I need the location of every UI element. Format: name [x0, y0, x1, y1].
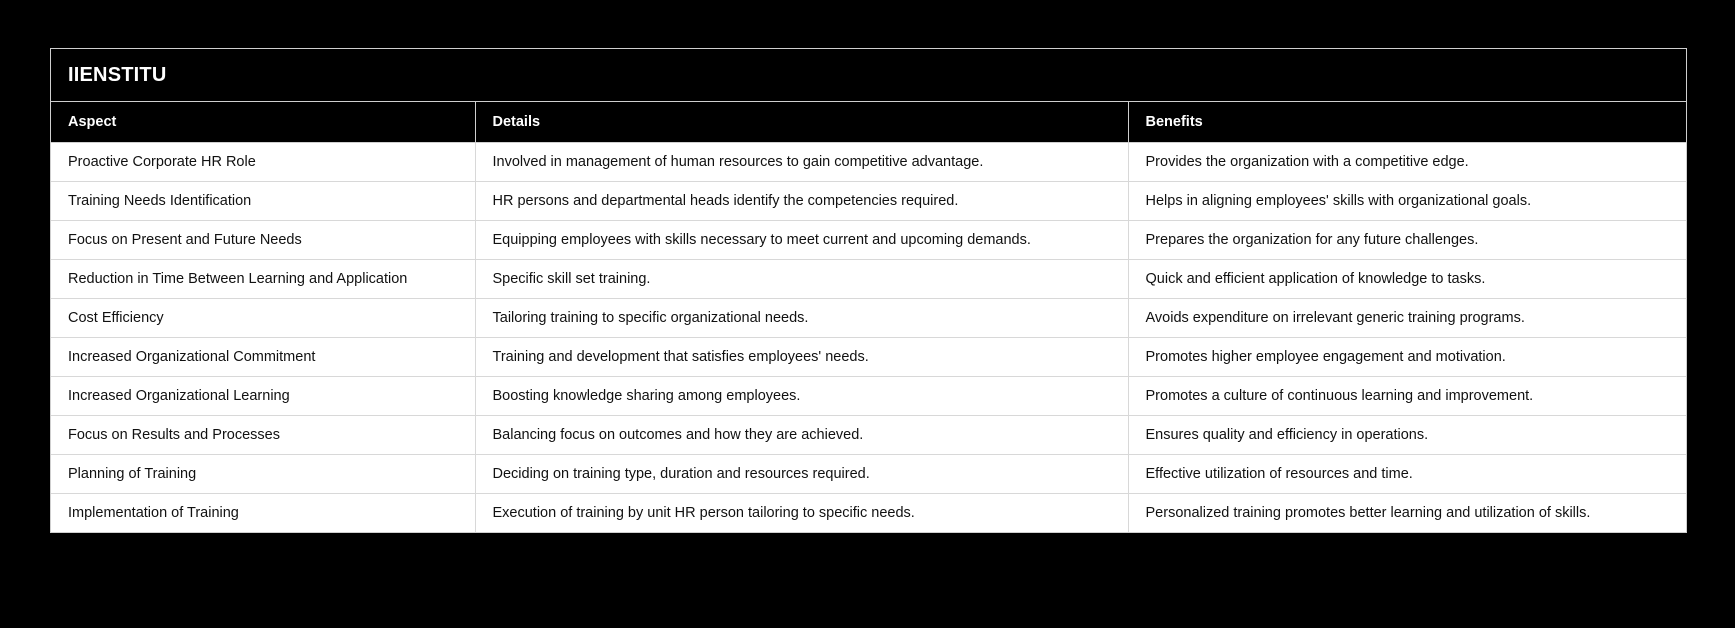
- table-row: [51, 455, 1686, 494]
- table-row: [51, 338, 1686, 377]
- table-row: [51, 377, 1686, 416]
- cell-details: HR persons and departmental heads identify the competencies required.: [475, 182, 1128, 221]
- cell-benefits: Prepares the organization for any future challenges.: [1128, 221, 1686, 260]
- cell-benefits: Avoids expenditure on irrelevant generic training programs.: [1128, 299, 1686, 338]
- cell-aspect: Proactive Corporate HR Role: [51, 143, 475, 182]
- cell-aspect: Training Needs Identification: [51, 182, 475, 221]
- brand-title: IIENSTITU: [68, 63, 167, 86]
- cell-benefits: Promotes higher employee engagement and motivation.: [1128, 338, 1686, 377]
- cell-details: Deciding on training type, duration and resources required.: [475, 455, 1128, 494]
- table-container: [50, 48, 1687, 533]
- cell-aspect: Increased Organizational Learning: [51, 377, 475, 416]
- cell-details: Balancing focus on outcomes and how they are achieved.: [475, 416, 1128, 455]
- cell-aspect: Focus on Results and Processes: [51, 416, 475, 455]
- cell-benefits: Ensures quality and efficiency in operations.: [1128, 416, 1686, 455]
- cell-benefits: Quick and efficient application of knowledge to tasks.: [1128, 260, 1686, 299]
- table-row: [51, 416, 1686, 455]
- cell-details: Boosting knowledge sharing among employees.: [475, 377, 1128, 416]
- cell-details: Tailoring training to specific organizational needs.: [475, 299, 1128, 338]
- hr-training-table: [51, 102, 1686, 532]
- cell-benefits: Promotes a culture of continuous learning and improvement.: [1128, 377, 1686, 416]
- column-header-benefits: Benefits: [1128, 102, 1686, 143]
- cell-details: Involved in management of human resources to gain competitive advantage.: [475, 143, 1128, 182]
- table-row: [51, 221, 1686, 260]
- cell-details: Specific skill set training.: [475, 260, 1128, 299]
- table-row: [51, 143, 1686, 182]
- column-header-aspect: Aspect: [51, 102, 475, 143]
- table-header-row: [51, 102, 1686, 143]
- cell-aspect: Cost Efficiency: [51, 299, 475, 338]
- table-body: [51, 143, 1686, 533]
- cell-aspect: Implementation of Training: [51, 494, 475, 533]
- cell-benefits: Effective utilization of resources and time.: [1128, 455, 1686, 494]
- cell-aspect: Reduction in Time Between Learning and Application: [51, 260, 475, 299]
- table-row: [51, 260, 1686, 299]
- brand-header: [51, 49, 1686, 102]
- cell-benefits: Personalized training promotes better learning and utilization of skills.: [1128, 494, 1686, 533]
- column-header-details: Details: [475, 102, 1128, 143]
- cell-benefits: Helps in aligning employees' skills with organizational goals.: [1128, 182, 1686, 221]
- cell-aspect: Focus on Present and Future Needs: [51, 221, 475, 260]
- table-row: [51, 299, 1686, 338]
- cell-details: Training and development that satisfies employees' needs.: [475, 338, 1128, 377]
- cell-aspect: Increased Organizational Commitment: [51, 338, 475, 377]
- cell-benefits: Provides the organization with a competitive edge.: [1128, 143, 1686, 182]
- table-row: [51, 494, 1686, 533]
- table-head: [51, 102, 1686, 143]
- cell-aspect: Planning of Training: [51, 455, 475, 494]
- cell-details: Equipping employees with skills necessary to meet current and upcoming demands.: [475, 221, 1128, 260]
- cell-details: Execution of training by unit HR person tailoring to specific needs.: [475, 494, 1128, 533]
- table-row: [51, 182, 1686, 221]
